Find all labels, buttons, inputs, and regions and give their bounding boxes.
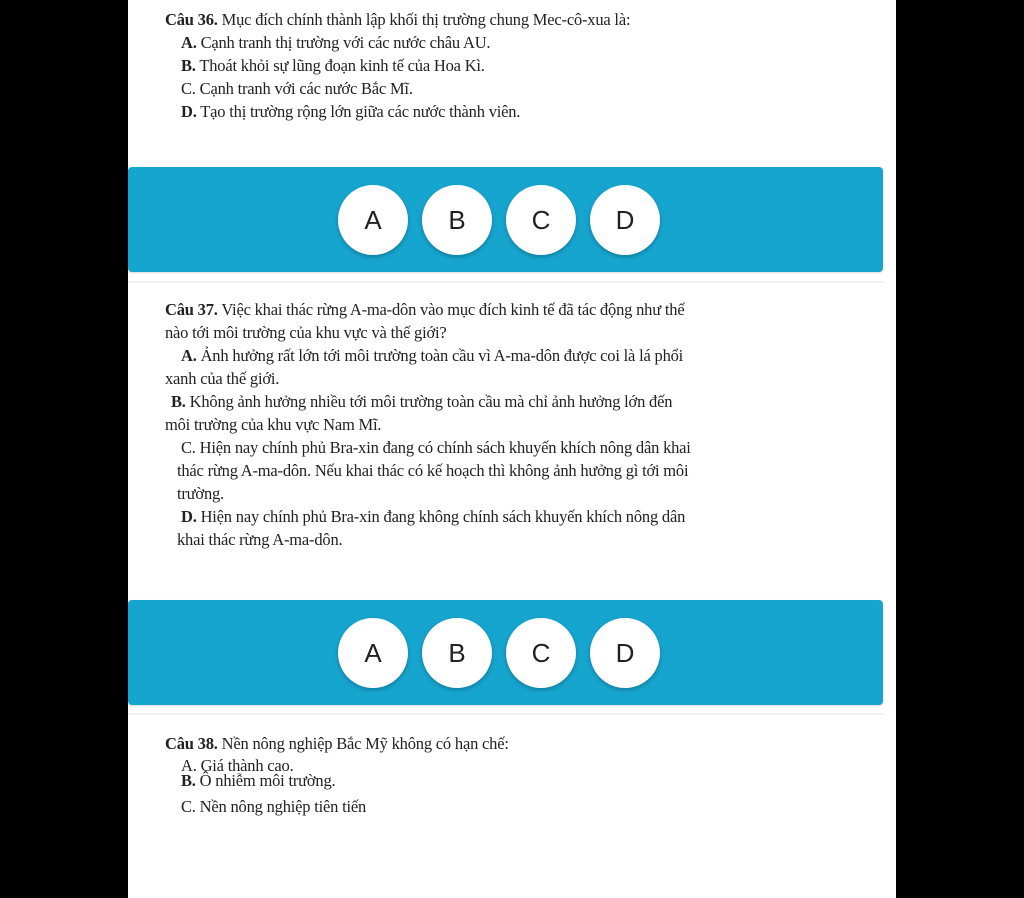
option-d xyxy=(165,505,691,528)
question-stem xyxy=(165,298,691,321)
question-37 xyxy=(165,298,691,551)
card-divider xyxy=(128,281,883,283)
answer-b-button[interactable]: B xyxy=(422,185,492,255)
option-letter: C. xyxy=(181,797,196,816)
option-letter: C. xyxy=(181,438,196,457)
question-stem-text: Nền nông nghiệp Bắc Mỹ không có hạn chế: xyxy=(217,734,509,753)
answer-c-button[interactable]: C xyxy=(506,618,576,688)
question-stem-text: Mục đích chính thành lập khối thị trường chung Mec-cô-xua là: xyxy=(217,10,631,29)
question-card-37 xyxy=(128,284,883,594)
question-36 xyxy=(165,8,630,123)
question-stem-text: Việc khai thác rừng A-ma-dôn vào mục đích kinh tế đã tác động như thế xyxy=(217,300,685,319)
answer-bar-36 xyxy=(128,167,883,272)
answer-choices xyxy=(338,185,660,255)
option-letter: B. xyxy=(181,56,196,75)
option-c xyxy=(165,795,509,818)
answer-b-button[interactable]: B xyxy=(422,618,492,688)
question-stem xyxy=(165,8,630,31)
option-c xyxy=(165,436,691,459)
option-letter: B. xyxy=(181,771,196,790)
answer-bar-37 xyxy=(128,600,883,705)
question-card-36 xyxy=(128,0,883,160)
option-b xyxy=(165,54,630,77)
option-a xyxy=(165,31,630,54)
option-text: trường. xyxy=(177,484,224,503)
question-label: Câu 36. xyxy=(165,10,218,29)
option-text: xanh của thế giới. xyxy=(165,369,280,388)
option-letter: A. xyxy=(181,33,197,52)
question-stem-text: nào tới môi trường của khu vực và thế giới? xyxy=(165,323,447,342)
option-letter: D. xyxy=(181,102,197,121)
option-text: Thoát khỏi sự lũng đoạn kinh tế của Hoa Kì. xyxy=(195,56,485,75)
option-text: Ảnh hưởng rất lớn tới môi trường toàn cầu vì A-ma-dôn được coi là lá phổi xyxy=(196,346,684,365)
option-b xyxy=(165,390,691,413)
answer-c-button[interactable]: C xyxy=(506,185,576,255)
option-text: môi trường của khu vực Nam Mĩ. xyxy=(165,415,382,434)
option-letter: B. xyxy=(171,392,186,411)
answer-d-button[interactable]: D xyxy=(590,185,660,255)
option-text: Cạnh tranh thị trường với các nước châu AU. xyxy=(196,33,491,52)
question-card-38 xyxy=(128,716,883,898)
question-label: Câu 37. xyxy=(165,300,218,319)
option-text: Tạo thị trường rộng lớn giữa các nước thành viên. xyxy=(196,102,521,121)
option-letter: A. xyxy=(181,346,197,365)
option-d xyxy=(165,100,630,123)
question-38 xyxy=(165,732,509,818)
option-text: khai thác rừng A-ma-dôn. xyxy=(177,530,343,549)
option-text: Nền nông nghiệp tiên tiến xyxy=(195,797,367,816)
option-b xyxy=(165,772,509,789)
option-text: Ô nhiễm môi trường. xyxy=(195,771,336,790)
option-text: Hiện nay chính phủ Bra-xin đang có chính sách khuyến khích nông dân khai xyxy=(195,438,691,457)
answer-a-button[interactable]: A xyxy=(338,185,408,255)
option-a xyxy=(165,344,691,367)
answer-a-button[interactable]: A xyxy=(338,618,408,688)
question-label: Câu 38. xyxy=(165,734,218,753)
option-letter: A. xyxy=(181,756,197,775)
answer-d-button[interactable]: D xyxy=(590,618,660,688)
option-letter: D. xyxy=(181,507,197,526)
option-text: Không ảnh hưởng nhiều tới môi trường toàn cầu mà chỉ ảnh hưởng lớn đến xyxy=(185,392,673,411)
option-text: Hiện nay chính phủ Bra-xin đang không chính sách khuyến khích nông dân xyxy=(196,507,686,526)
option-letter: C. xyxy=(181,79,196,98)
option-text: Cạnh tranh với các nước Bắc Mĩ. xyxy=(195,79,413,98)
answer-choices xyxy=(338,618,660,688)
option-text: thác rừng A-ma-dôn. Nếu khai thác có kế hoạch thì không ảnh hưởng gì tới môi xyxy=(177,461,689,480)
option-text: Giá thành cao. xyxy=(196,756,294,775)
quiz-page xyxy=(128,0,896,898)
card-divider xyxy=(128,713,883,715)
option-c xyxy=(165,77,630,100)
question-stem xyxy=(165,732,509,755)
